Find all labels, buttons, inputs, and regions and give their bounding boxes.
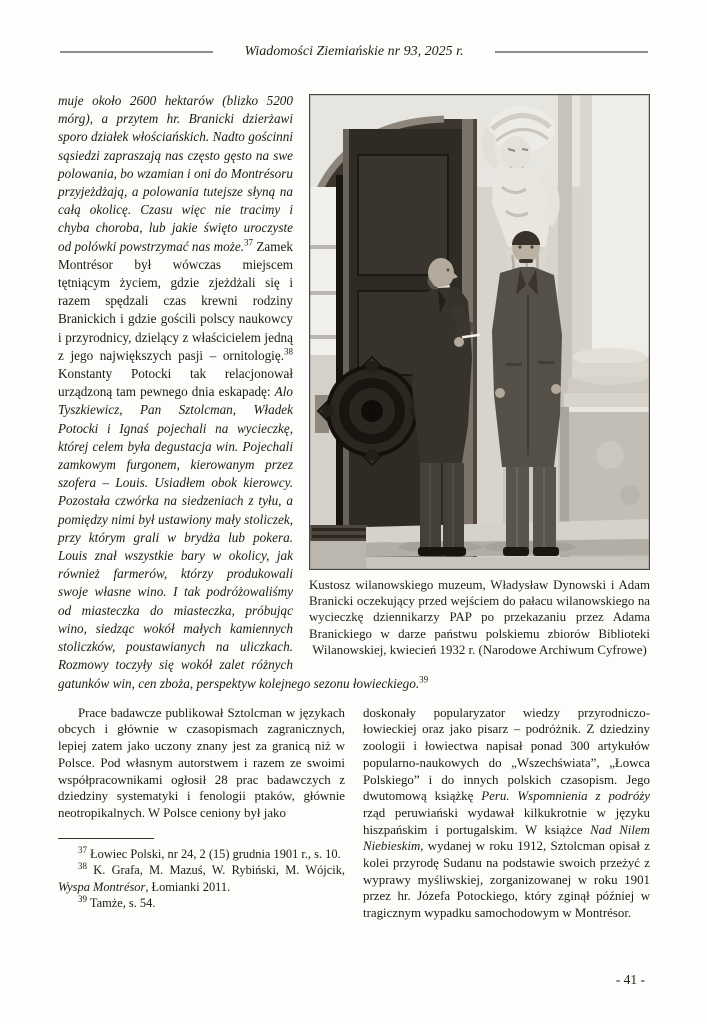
footnote-38-marker: 38	[78, 861, 87, 872]
popularizer-paragraph	[363, 705, 650, 922]
archival-photo	[309, 94, 650, 570]
page-number: - 41 -	[615, 972, 645, 987]
potocki-quote: Alo Tyszkiewicz, Pan Sztolcman, Władek Potocki i Ignaś pojechali na wycieczkę, której celem była degustacja win. Pojechali zamkowym furgonem, kierowanym przez szofera – Louis. Usiadłem obok kierowcy. Pozostała czwórka na siedzeniach z tyłu, a pomiędzy nimi był ustawiony mały stoliczek, przy którym grali w brydża lub pokera. Louis znał wszystkie bary w okolicy, jak również farmerów, którzy produkowali swoje własne wino. I tak podróżowaliśmy od miasteczka do miasteczka, próbując wino, siedząc wokół małych kamiennych stoliczków, poustawianych na uliczkach. Rozmowy toczyły się wokół zalet różnych gatunków win, cen zboża, perspektyw kolejnego sezonu łowieckiego.	[58, 384, 420, 691]
footnote-37-text: Łowiec Polski, nr 24, 2 (15) grudnia 1901 r., s. 10.	[87, 846, 341, 861]
footnote-ref-39: 39	[419, 674, 429, 685]
footnote-38	[58, 862, 345, 895]
page-content	[58, 92, 650, 922]
header-rule-right	[495, 51, 648, 53]
glass-door-reflection	[310, 175, 343, 565]
footnote-ref-38: 38	[284, 346, 293, 357]
footnote-separator-rule	[58, 838, 154, 839]
footnote-39-text: Tamże, s. 54.	[87, 896, 156, 911]
footnote-37	[58, 846, 345, 863]
right-column	[363, 705, 650, 922]
right-column-text-3: , wydanej w roku 1912, Sztolcman opisał z kolei przyrodę Sudanu na podstawie swoich przeżyć z wyprawy myśliwskiej, zorganizowanej w roku 1901 przez hr. Józefa Potockiego, który zginął później w tragicznym wypadku samochodowym w Montrésor.	[363, 839, 650, 921]
steps	[310, 519, 649, 569]
footnote-39-marker: 39	[78, 894, 87, 905]
book-title-nad-nilem: Nad Nilem Niebieskim	[363, 822, 650, 854]
footnote-38-book-title: Wyspa Montrésor	[58, 879, 146, 894]
journal-title: Wiadomości Ziemiańskie nr 93, 2025 r.	[244, 44, 464, 59]
footnote-38-place: , Łomianki 2011.	[145, 879, 231, 894]
narrative-text: Zamek Montrésor był wówczas miejscem tętniącym życiem, gdzie zjeżdżali się i razem spędzali czas krewni rodziny Branickich i gdzie gościli polscy naukowcy i przyrodnicy, dzielący z właścicielem jedną z jego największych pasji – ornitologię.	[58, 238, 293, 363]
header-rule-left	[60, 51, 213, 53]
book-title-peru: Peru. Wspomnienia z podróży	[481, 789, 651, 804]
palace-entrance-photo-illustration	[310, 95, 649, 569]
footnotes-block	[58, 838, 345, 912]
potocki-intro: Konstanty Potocki tak relacjonował urządzoną tam pewnego dnia eskapadę:	[58, 366, 293, 400]
photo-caption: Kustosz wilanowskiego muzeum, Władysław Dynowski i Adam Branicki oczekujący przed wejściem do pałacu wilanowskiego na wycieczkę dziennikarzy PAP po przekazaniu przez Adama Branickiego w darze państwu polskiemu zbiorów Biblioteki Wilanowskiej, kwiecień 1932 r. (Narodowe Archiwum Cyfrowe)	[309, 578, 650, 657]
quote-continued: muje około 2600 hektarów (blizko 5200 mórg), a przytem hr. Branicki dzierżawi sporo działek włościańskich. Nadto gościnni sąsiedzi zapraszają nas często gęsto na swe polowania, bo wzamian i oni do Montrésoru przyjeżdżają, a polowania tutejsze słyną na całą okolicę. Czasu więc nie tracimy i chyba choroba, lub jakie święto uroczyste od polówki powstrzymać nas może.	[58, 93, 293, 254]
right-column-text-1: doskonały popularyzator wiedzy przyrodniczo-łowieckiej oraz jako pisarz – podróżnik. Z dziedziny zoologii i łowiectwa napisał ponad 300 artykułów popularno-naukowych do „Wszechświata”, „Łowca Polskiego” i do innych polskich czasopism. Jego dwutomową książkę	[363, 705, 650, 804]
footnote-37-marker: 37	[78, 844, 87, 855]
archival-photo-figure	[309, 94, 650, 658]
research-paragraph: Prace badawcze publikował Sztolcman w językach obcych i głównie w czasopismach zagranicznych, lepiej zatem jako uczony znany jest za granicą niż w Polsce. Pod własnym autorstwem i razem ze swoimi współpracownikami ogłosił 28 prac badawczych z dziedziny systematyki i fenologii ptaków, głównie neotropikalnych. W Polsce ceniony był jako	[58, 705, 345, 820]
right-column-text-2: rząd peruwiański wydawał kilkukrotnie w języku hiszpańskim i portugalskim. W książce	[363, 805, 650, 837]
left-column	[58, 705, 345, 922]
page-header	[60, 44, 648, 60]
footnote-ref-37: 37	[244, 237, 253, 248]
footnote-39	[58, 895, 345, 912]
footnote-38-authors: K. Grafa, M. Mazuś, W. Rybiński, M. Wójcik,	[87, 863, 345, 878]
two-column-section	[58, 693, 650, 922]
